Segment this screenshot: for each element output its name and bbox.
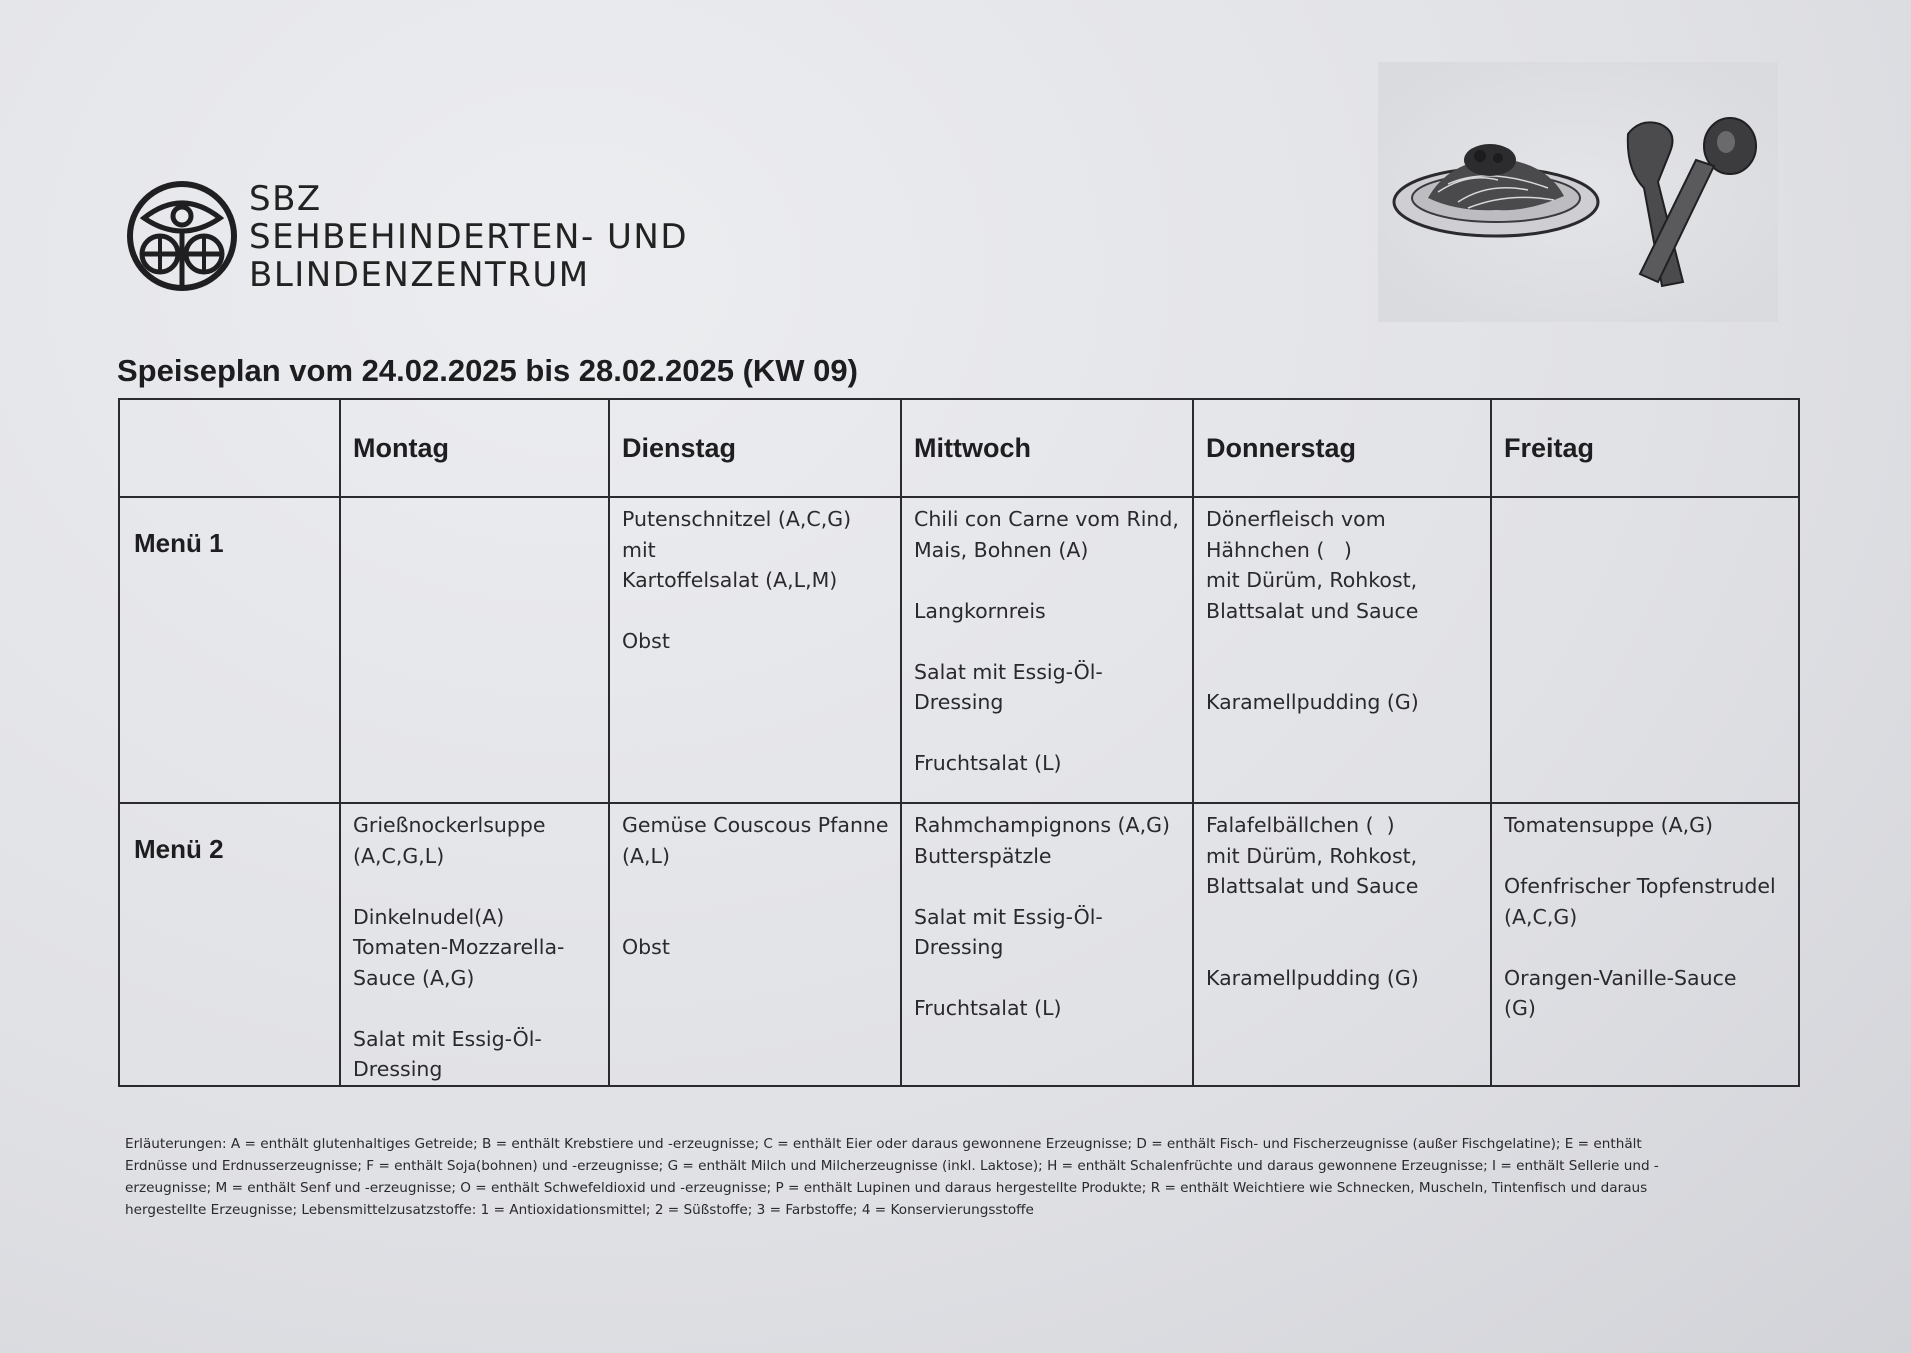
menu-cell xyxy=(609,497,901,803)
menu-cell-line: Salat mit Essig-Öl- xyxy=(353,1026,542,1051)
menu-cell-line xyxy=(353,993,600,1024)
menu-cell-line xyxy=(914,963,1184,994)
menu-cell-line: Karamellpudding (G) xyxy=(1206,690,1419,714)
food-illustrations xyxy=(1378,62,1778,322)
menu-cell xyxy=(1193,497,1491,803)
footnote-line: Erdnüsse und Erdnusserzeugnisse; F = enthält Soja(bohnen) und -erzeugnisse; G = enthält Milch und Milcherzeugnisse (inkl. Laktose); H = enthält Schalenfrüchte und daraus gewonnene Erzeugnisse; I = enthält Sellerie und - xyxy=(125,1158,1659,1174)
menu-cell-line: Langkornreis xyxy=(914,598,1046,623)
menu-cell-line: mit xyxy=(622,537,656,562)
menu-cell-line: Fruchtsalat (L) xyxy=(914,751,1062,775)
menu-cell-line: Mais, Bohnen (A) xyxy=(914,537,1089,562)
menu-cell-line xyxy=(1206,902,1482,933)
page-title: Speiseplan vom 24.02.2025 bis 28.02.2025 (KW 09) xyxy=(117,353,858,388)
menu-cell-line xyxy=(622,871,892,902)
menu-cell-line: Tomaten-Mozzarella- xyxy=(353,935,565,959)
menu-cell-line: (A,C,G,L) xyxy=(353,843,445,868)
table-row xyxy=(119,803,1799,1086)
menu-label: Menü 2 xyxy=(119,803,340,1086)
table-header-row xyxy=(119,399,1799,497)
menu-cell-line: Gemüse Couscous Pfanne xyxy=(622,813,889,837)
menu-cell-line: Karamellpudding (G) xyxy=(1206,965,1419,990)
menu-cell-line: Rahmchampignons (A,G) xyxy=(914,813,1170,837)
menu-cell-line xyxy=(353,871,600,902)
menu-cell-line xyxy=(914,626,1184,657)
menu-cell-line: Orangen-Vanille-Sauce xyxy=(1504,965,1737,990)
day-header: Freitag xyxy=(1491,399,1799,497)
menu-cell-line: (G) xyxy=(1504,996,1536,1020)
menu-cell-line: Salat mit Essig-Öl- xyxy=(914,659,1103,684)
header-corner xyxy=(119,399,340,497)
menu-cell-line xyxy=(914,718,1184,749)
menu-cell-line xyxy=(1206,657,1482,688)
menu-cell xyxy=(901,803,1193,1086)
menu-cell-line xyxy=(1504,841,1790,872)
menu-cell-line: Hähnchen ( ) xyxy=(1206,537,1352,562)
footnote-line: hergestellte Erzeugnisse; Lebensmittelzusatzstoffe: 1 = Antioxidationsmittel; 2 = Süßstoffe; 3 = Farbstoffe; 4 = Konservierungsstoffe xyxy=(125,1202,1034,1218)
menu-cell-line xyxy=(1504,932,1790,963)
table-row xyxy=(119,497,1799,803)
menu-cell-line: Putenschnitzel (A,C,G) xyxy=(622,507,852,531)
menu-cell-line: Dressing xyxy=(914,690,1004,714)
menu-cell-line: Chili con Carne vom Rind, xyxy=(914,507,1179,531)
allergen-footnote xyxy=(125,1133,1765,1221)
menu-cell-line: Grießnockerlsuppe xyxy=(353,813,546,837)
menu-cell-line xyxy=(1206,626,1482,657)
menu-cell xyxy=(1491,803,1799,1086)
footnote-line: Erläuterungen: A = enthält glutenhaltiges Getreide; B = enthält Krebstiere und -erzeugnisse; C = enthält Eier oder daraus gewonnene Erzeugnisse; D = enthält Fisch- und Fischerzeugnisse (außer Fischgelatine); E = enthält xyxy=(125,1136,1642,1152)
menu-cell-line: Sauce (A,G) xyxy=(353,965,475,990)
day-header: Donnerstag xyxy=(1193,399,1491,497)
menu-cell-line xyxy=(1206,932,1482,963)
menu-cell-line: (A,C,G) xyxy=(1504,904,1578,929)
menu-label: Menü 1 xyxy=(119,497,340,803)
day-header: Dienstag xyxy=(609,399,901,497)
logo-line-1: SBZ xyxy=(249,179,322,219)
menu-cell-line: mit Dürüm, Rohkost, xyxy=(1206,568,1418,592)
menu-cell-line: Falafelbällchen ( ) xyxy=(1206,813,1395,837)
menu-cell xyxy=(901,497,1193,803)
menu-cell xyxy=(340,497,609,803)
menu-cell-line xyxy=(914,871,1184,902)
menu-cell-line: Obst xyxy=(622,935,670,959)
menu-cell xyxy=(609,803,901,1086)
menu-cell xyxy=(1491,497,1799,803)
logo-line-2: SEHBEHINDERTEN- UND xyxy=(249,217,689,257)
menu-cell-line: Obst xyxy=(622,629,670,653)
menu-cell-line: Dönerfleisch vom xyxy=(1206,507,1386,531)
menu-cell xyxy=(1193,803,1491,1086)
menu-cell-line: Salat mit Essig-Öl- xyxy=(914,904,1103,929)
menu-cell-line: Fruchtsalat (L) xyxy=(914,996,1062,1020)
day-header: Mittwoch xyxy=(901,399,1193,497)
menu-cell-line xyxy=(622,596,892,627)
logo-wordmark xyxy=(249,180,688,294)
menu-cell-line: Blattsalat und Sauce xyxy=(1206,874,1419,898)
logo-line-3: BLINDENZENTRUM xyxy=(249,255,590,295)
menu-cell-line: Dressing xyxy=(914,935,1004,959)
menu-cell-line: Blattsalat und Sauce xyxy=(1206,598,1419,623)
day-header: Montag xyxy=(340,399,609,497)
menu-cell-line: Ofenfrischer Topfenstrudel xyxy=(1504,874,1776,898)
menu-cell-line: Dinkelnudel(A) xyxy=(353,904,505,929)
footnote-line: erzeugnisse; M = enthält Senf und -erzeugnisse; O = enthält Schwefeldioxid und -erzeugnisse; P = enthält Lupinen und daraus hergestellte Produkte; R = enthält Weichtiere wie Schnecken, Muscheln, Tintenfisch und daraus xyxy=(125,1180,1648,1196)
menu-cell xyxy=(340,803,609,1086)
sbz-logo xyxy=(122,178,722,298)
menu-cell-line: Tomatensuppe (A,G) xyxy=(1504,813,1714,837)
menu-cell-line: Butterspätzle xyxy=(914,843,1052,868)
menu-cell-line: (A,L) xyxy=(622,843,670,868)
menu-cell-line xyxy=(622,902,892,933)
menu-cell-line: Dressing xyxy=(353,1057,443,1081)
menu-cell-line: Kartoffelsalat (A,L,M) xyxy=(622,568,838,592)
menu-table xyxy=(118,398,1800,1087)
menu-cell-line: mit Dürüm, Rohkost, xyxy=(1206,843,1418,868)
menu-cell-line xyxy=(914,565,1184,596)
sbz-logo-icon xyxy=(126,180,238,292)
